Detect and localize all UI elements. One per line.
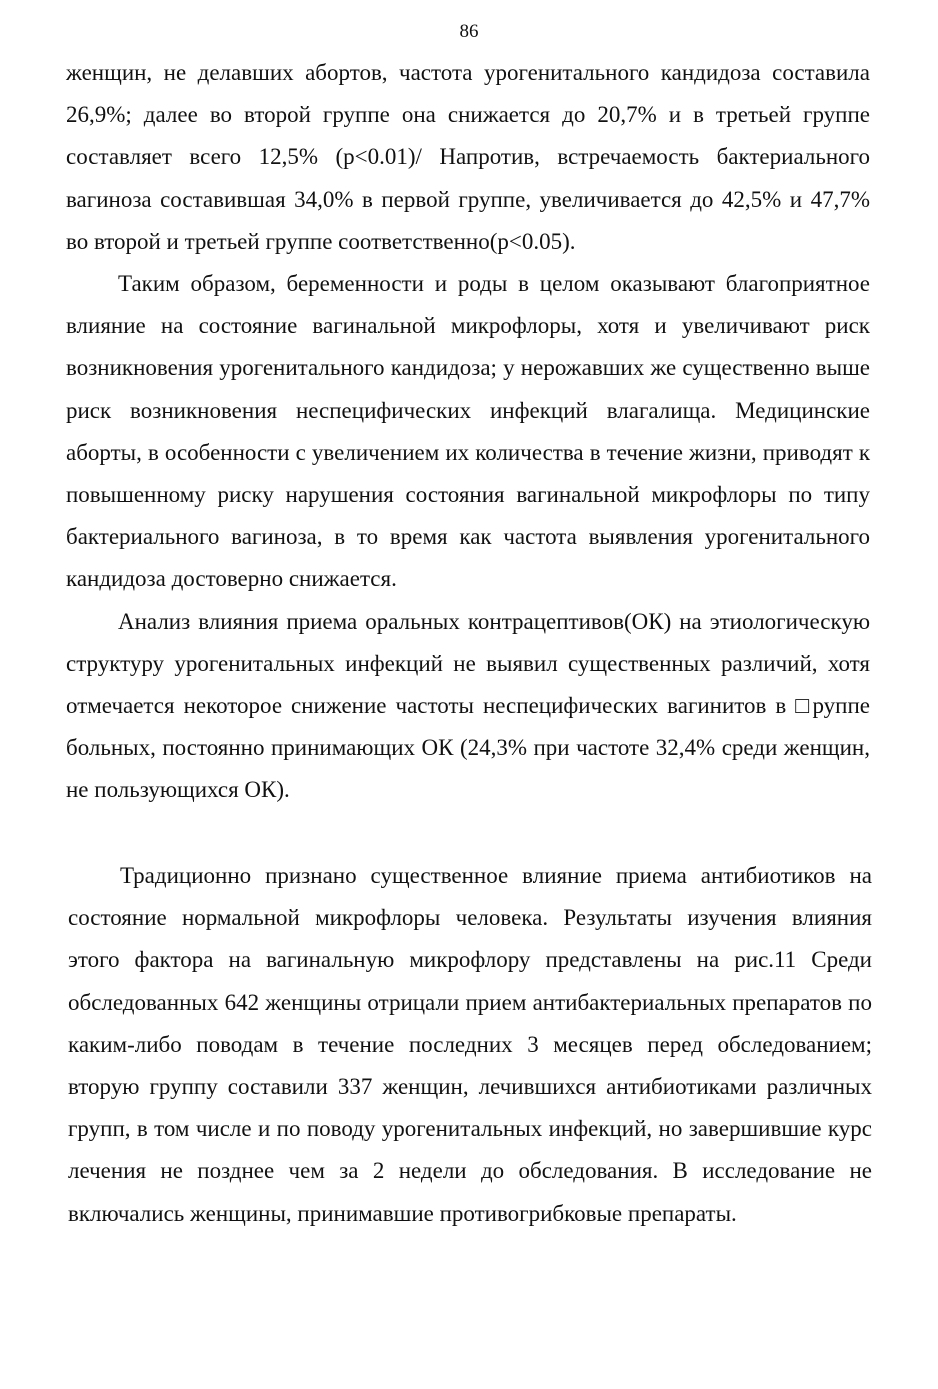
body-text-upper bbox=[66, 52, 870, 812]
page-number: 86 bbox=[459, 21, 479, 42]
body-text-lower bbox=[68, 855, 872, 1235]
paragraph-oral-contraceptives: Анализ влияния приема оральных контрацептивов(ОК) на этиологическую структуру урогенитальных инфекций не выявил существенных различий, хотя отмечается некоторое снижение частоты неспецифических вагинитов в □руппе больных, постоянно принимающих ОК (24,3% при частоте 32,4% среди женщин, не пользующихся ОК). bbox=[66, 608, 870, 803]
paragraph-antibiotics: Традиционно признано существенное влияние приема антибиотиков на состояние нормальной микрофлоры человека. Результаты изучения влияния этого фактора на вагинальную микрофлору представлены на рис.11 Среди обследованных 642 женщины отрицали прием антибактериальных препаратов по каким-либо поводам в течение последних 3 месяцев перед обследованием; вторую группу составили 337 женщин, лечившихся антибиотиками различных групп, в том числе и по поводу урогенитальных инфекций, но завершившие курс лечения не позднее чем за 2 недели до обследования. В исследование не включались женщины, принимавшие противогрибковые препараты. bbox=[68, 863, 872, 1226]
paragraph-pregnancy-effects: Таким образом, беременности и роды в целом оказывают благоприятное влияние на состояние вагинальной микрофлоры, хотя и увеличивают риск возникновения урогенитального кандидоза; у нерожавших же существенно выше риск возникновения неспецифических инфекций влагалища. Медицинские аборты, в особенности с увеличением их количества в течение жизни, приводят к повышенному риску нарушения состояния вагинальной микрофлоры по типу бактериального вагиноза, в то время как частота выявления урогенитального кандидоза достоверно снижается. bbox=[66, 271, 870, 592]
paragraph-continuation: женщин, не делавших абортов, частота урогенитального кандидоза составила 26,9%; далее во второй группе она снижается до 20,7% и в третьей группе составляет всего 12,5% (p<0.01)/ Напротив, встречаемость бактериального вагиноза составившая 34,0% в первой группе, увеличивается до 42,5% и 47,7% во второй и третьей группе соответственно(p<0.05). bbox=[66, 60, 870, 254]
